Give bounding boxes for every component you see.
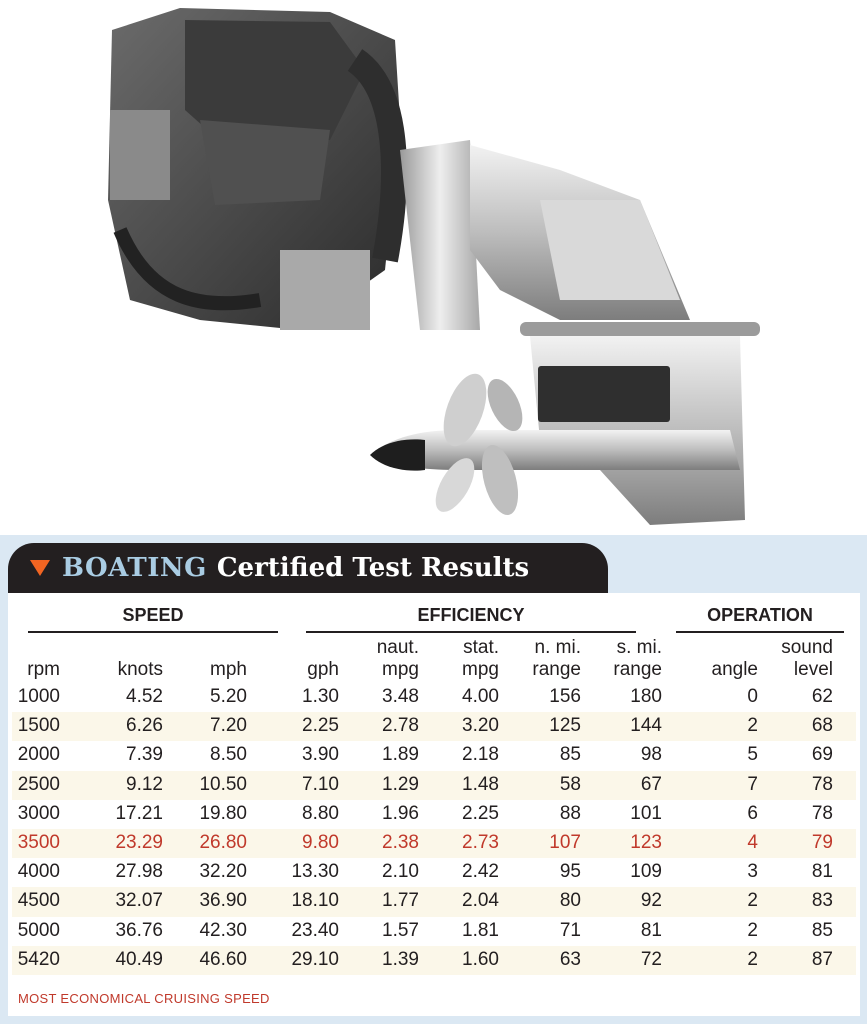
table-cell: 101 bbox=[630, 802, 662, 824]
table-cell: 5000 bbox=[17, 919, 60, 941]
table-cell: 3000 bbox=[17, 802, 60, 824]
table-cell: 23.40 bbox=[291, 919, 339, 941]
table-cell: 1.77 bbox=[382, 890, 419, 912]
group-speed: SPEED bbox=[122, 605, 184, 625]
table-cell: 2 bbox=[747, 715, 758, 737]
table-cell: 4.52 bbox=[126, 686, 163, 707]
table-cell: 4 bbox=[747, 831, 758, 853]
column-header: level bbox=[793, 659, 833, 680]
table-cell: 1.81 bbox=[462, 919, 499, 941]
table-cell: 2.73 bbox=[462, 831, 499, 853]
table-cell: 98 bbox=[640, 744, 662, 766]
table-cell: 5 bbox=[747, 744, 758, 766]
table-cell: 2.25 bbox=[302, 715, 339, 737]
column-header: mpg bbox=[462, 659, 499, 680]
table-cell: 19.80 bbox=[199, 802, 247, 824]
table-cell: 23.29 bbox=[115, 831, 163, 853]
table-cell: 123 bbox=[630, 831, 662, 853]
table-cell: 5420 bbox=[17, 948, 60, 970]
table-cell: 9.80 bbox=[302, 831, 339, 853]
table-cell: 58 bbox=[559, 773, 581, 795]
table-cell: 27.98 bbox=[115, 861, 163, 883]
table-cell: 8.80 bbox=[302, 802, 339, 824]
table-cell: 1500 bbox=[17, 715, 60, 737]
table-row bbox=[12, 858, 856, 887]
table-cell: 42.30 bbox=[199, 919, 247, 941]
column-header: stat. bbox=[463, 637, 499, 658]
table-cell: 2 bbox=[747, 919, 758, 941]
table-cell: 107 bbox=[549, 831, 581, 853]
table-cell: 81 bbox=[640, 919, 662, 941]
table-cell: 3.20 bbox=[462, 715, 499, 737]
table-cell: 81 bbox=[811, 861, 833, 883]
table-cell: 87 bbox=[811, 948, 833, 970]
table-cell: 3.90 bbox=[302, 744, 339, 766]
table-cell: 7.10 bbox=[302, 773, 339, 795]
table-cell: 2500 bbox=[17, 773, 60, 795]
table-cell: 1000 bbox=[17, 686, 60, 707]
table-cell: 180 bbox=[630, 686, 662, 707]
results-header bbox=[8, 543, 608, 593]
table-cell: 6 bbox=[747, 802, 758, 824]
group-efficiency: EFFICIENCY bbox=[417, 605, 525, 625]
table-cell: 78 bbox=[811, 773, 833, 795]
group-operation: OPERATION bbox=[707, 605, 813, 625]
group-operation-rule bbox=[676, 631, 844, 633]
table-cell: 92 bbox=[640, 890, 662, 912]
table-cell: 29.10 bbox=[291, 948, 339, 970]
table-cell: 32.07 bbox=[115, 890, 163, 912]
group-efficiency-rule bbox=[306, 631, 636, 633]
table-cell: 69 bbox=[811, 744, 833, 766]
table-cell: 1.48 bbox=[462, 773, 499, 795]
table-cell: 2 bbox=[747, 890, 758, 912]
column-header: n. mi. bbox=[534, 637, 581, 658]
table-row bbox=[12, 741, 856, 770]
column-header: sound bbox=[781, 637, 833, 658]
column-header: mpg bbox=[382, 659, 419, 680]
table-cell: 2.04 bbox=[462, 890, 499, 912]
table-cell: 63 bbox=[559, 948, 581, 970]
table-cell: 8.50 bbox=[210, 744, 247, 766]
table-cell: 2.38 bbox=[382, 831, 419, 853]
results-table bbox=[8, 593, 860, 1016]
table-cell: 1.89 bbox=[382, 744, 419, 766]
table-cell: 80 bbox=[559, 890, 581, 912]
table-cell: 36.90 bbox=[199, 890, 247, 912]
table-cell: 2 bbox=[747, 948, 758, 970]
test-results-panel bbox=[0, 535, 867, 1024]
table-cell: 3 bbox=[747, 861, 758, 883]
table-cell: 67 bbox=[640, 773, 662, 795]
column-header: mph bbox=[210, 659, 247, 680]
table-cell: 71 bbox=[559, 919, 581, 941]
column-header: rpm bbox=[27, 659, 60, 680]
table-cell: 6.26 bbox=[126, 715, 163, 737]
table-row bbox=[12, 946, 856, 975]
table-cell: 1.29 bbox=[382, 773, 419, 795]
table-cell: 83 bbox=[811, 890, 833, 912]
table-cell: 1.60 bbox=[462, 948, 499, 970]
table-cell: 88 bbox=[559, 802, 581, 824]
column-header: gph bbox=[307, 659, 339, 680]
results-rows bbox=[8, 683, 860, 975]
table-cell: 72 bbox=[640, 948, 662, 970]
header-title: Certified Test Results bbox=[216, 553, 530, 583]
table-cell: 18.10 bbox=[291, 890, 339, 912]
group-speed-rule bbox=[28, 631, 278, 633]
table-row bbox=[12, 683, 856, 712]
table-cell: 95 bbox=[559, 861, 581, 883]
table-cell: 2.10 bbox=[382, 861, 419, 883]
footnote-economical-speed: MOST ECONOMICAL CRUISING SPEED bbox=[18, 991, 270, 1006]
table-cell: 2.25 bbox=[462, 802, 499, 824]
table-cell: 9.12 bbox=[126, 773, 163, 795]
table-cell: 2.78 bbox=[382, 715, 419, 737]
table-cell: 26.80 bbox=[199, 831, 247, 853]
table-cell: 1.57 bbox=[382, 919, 419, 941]
table-cell: 5.20 bbox=[210, 686, 247, 707]
table-cell: 46.60 bbox=[199, 948, 247, 970]
table-cell: 1.39 bbox=[382, 948, 419, 970]
table-cell: 62 bbox=[811, 686, 833, 707]
table-cell: 3.48 bbox=[382, 686, 419, 707]
table-cell: 1.30 bbox=[302, 686, 339, 707]
table-cell: 78 bbox=[811, 802, 833, 824]
table-cell: 68 bbox=[811, 715, 833, 737]
column-header: range bbox=[532, 659, 581, 680]
table-cell: 144 bbox=[630, 715, 662, 737]
table-cell: 36.76 bbox=[115, 919, 163, 941]
table-cell: 7.20 bbox=[210, 715, 247, 737]
table-cell: 1.96 bbox=[382, 802, 419, 824]
table-cell: 3500 bbox=[17, 831, 60, 853]
table-cell: 4000 bbox=[17, 861, 60, 883]
table-cell: 156 bbox=[549, 686, 581, 707]
table-cell: 32.20 bbox=[199, 861, 247, 883]
table-cell: 4.00 bbox=[462, 686, 499, 707]
brand-name: BOATING bbox=[62, 553, 207, 583]
table-cell: 125 bbox=[549, 715, 581, 737]
column-header: s. mi. bbox=[616, 637, 662, 658]
table-cell: 10.50 bbox=[199, 773, 247, 795]
table-row bbox=[12, 771, 856, 800]
table-cell: 7.39 bbox=[126, 744, 163, 766]
table-cell: 40.49 bbox=[115, 948, 163, 970]
table-cell: 85 bbox=[559, 744, 581, 766]
table-row bbox=[12, 712, 856, 741]
table-row bbox=[12, 917, 856, 946]
column-header: angle bbox=[711, 659, 758, 680]
table-row bbox=[12, 887, 856, 916]
column-header: naut. bbox=[376, 637, 419, 658]
triangle-down-icon bbox=[30, 560, 50, 576]
table-cell: 79 bbox=[811, 831, 833, 853]
column-header: range bbox=[613, 659, 662, 680]
table-cell: 4500 bbox=[17, 890, 60, 912]
table-cell: 0 bbox=[747, 686, 758, 707]
table-row-highlighted bbox=[12, 829, 856, 858]
table-cell: 85 bbox=[811, 919, 833, 941]
table-cell: 13.30 bbox=[291, 861, 339, 883]
table-cell: 17.21 bbox=[115, 802, 163, 824]
table-cell: 2.18 bbox=[462, 744, 499, 766]
table-cell: 109 bbox=[630, 861, 662, 883]
table-row bbox=[12, 800, 856, 829]
table-cell: 7 bbox=[747, 773, 758, 795]
column-header: knots bbox=[117, 659, 163, 680]
table-cell: 2.42 bbox=[462, 861, 499, 883]
table-cell: 2000 bbox=[17, 744, 60, 766]
